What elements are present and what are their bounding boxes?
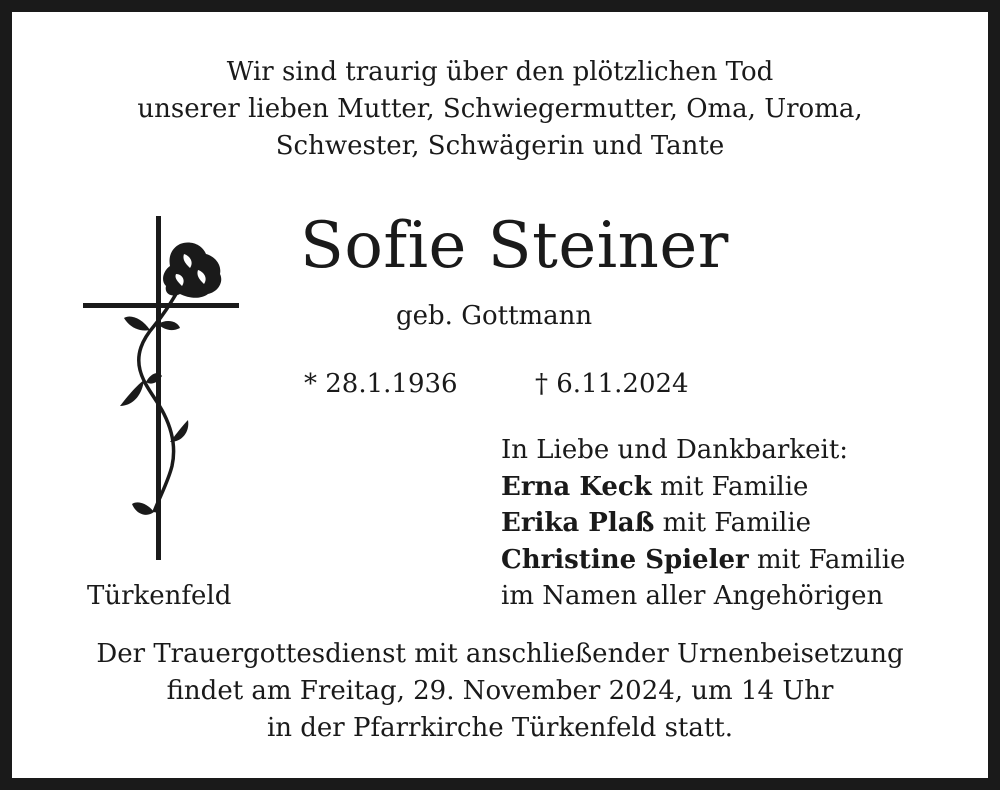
mourners-block [501,432,905,615]
maiden-name: geb. Gottmann [396,301,593,331]
service-info [0,636,1000,747]
mourner-suffix: mit Familie [748,544,906,575]
death-date: † 6.11.2024 [535,369,689,399]
intro-line-1: Wir sind traurig über den plötzlichen Tod [226,57,774,87]
deceased-name: Sofie Steiner [300,209,729,283]
service-line-1: Der Trauergottesdienst mit anschließender Urnenbeisetzung [96,639,904,669]
intro-text [0,54,1000,165]
mourner-name: Erna Keck [501,471,652,502]
mourner-suffix: mit Familie [654,508,812,538]
intro-line-3: Schwester, Schwägerin und Tante [275,131,725,161]
mourner-suffix: mit Familie [651,471,809,502]
service-line-3: in der Pfarrkirche Türkenfeld statt. [266,713,734,743]
birth-date: * 28.1.1936 [304,369,458,399]
mourners-heading: In Liebe und Dankbarkeit: [501,435,849,465]
mourner-entry [501,542,905,579]
mourners-closing: im Namen aller Angehörigen [501,581,884,611]
place-name: Türkenfeld [87,581,232,611]
service-line-2: findet am Freitag, 29. November 2024, um 14 Uhr [166,676,834,706]
mourner-entry [501,469,905,506]
mourner-name: Erika Plaß [501,508,655,538]
mourner-name: Christine Spieler [501,544,749,575]
intro-line-2: unserer lieben Mutter, Schwiegermutter, Oma, Uroma, [137,94,863,124]
mourner-entry [501,505,905,542]
cross-with-rose-icon [80,214,244,564]
